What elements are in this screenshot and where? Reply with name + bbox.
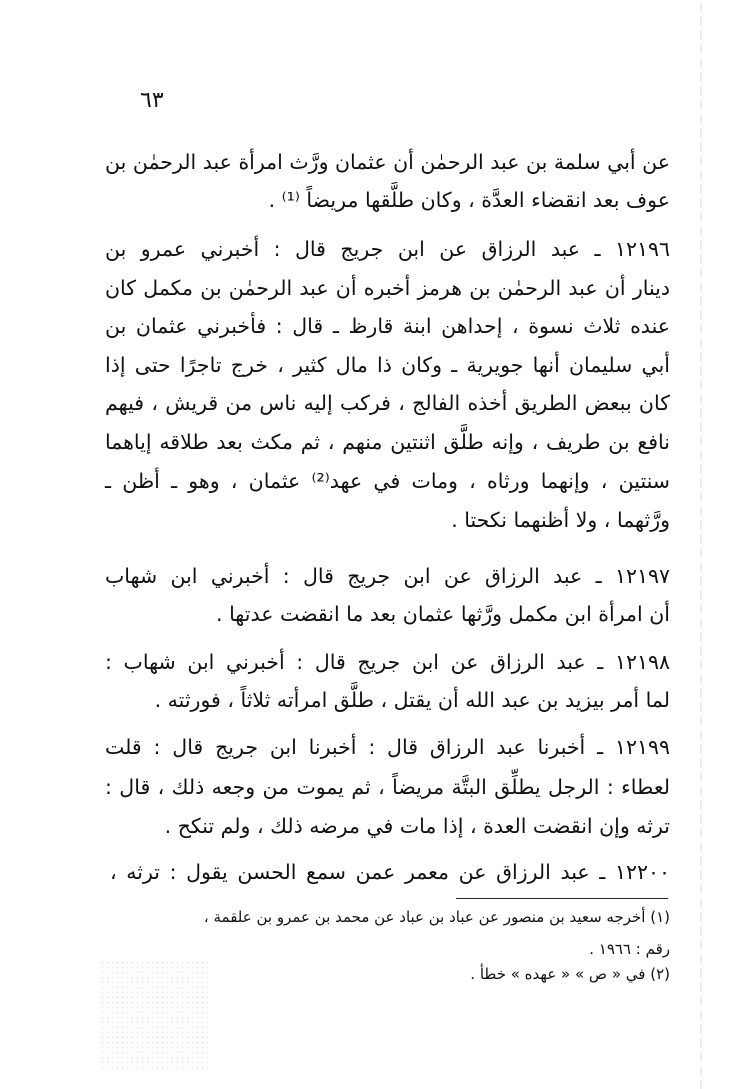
footnote-divider	[456, 898, 668, 899]
text-line: أبي سليمان أنها جويرية ـ وكان ذا مال كثير ، خرج تاجرًا حتى إذا	[105, 353, 670, 377]
text-line: لما أمر بيزيد بن عبد الله أن يقتل ، طلَّق امرأته ثلاثاً ، فورثته .	[154, 688, 670, 712]
footnote-line: (٢) في « ص » « عهده » خطأ .	[470, 965, 670, 983]
text-line: نافع بن طريف ، وإنه طلَّق اثنتين منهم ، ثم مكث بعد طلاقه إياهما	[105, 430, 670, 454]
text-line: سنتين ، وإنهما ورثاه ، ومات في عهد⁽²⁾ عثمان ، وهو ـ أظن ـ	[105, 469, 670, 493]
footnote-line: رقم : ١٩٦٦ .	[589, 940, 670, 958]
text-line: ترثه وإن انقضت العدة ، إذا مات في مرضه ذلك ، ولم تنكح .	[164, 814, 670, 838]
text-line: ١٢١٩٦ ـ عبد الرزاق عن ابن جريج قال : أخبرني عمرو بن	[105, 237, 670, 261]
text-line: دينار أن عبد الرحمٰن بن هرمز أخبره أن عبد الرحمٰن بن مكمل كان	[105, 276, 670, 300]
text-line: ١٢١٩٧ ـ عبد الرزاق عن ابن جريج قال : أخبرني ابن شهاب	[105, 564, 670, 588]
text-line: ١٢١٩٩ ـ أخبرنا عبد الرزاق قال : أخبرنا ابن جريج قال : قلت	[105, 735, 670, 759]
text-line: ١٢٢٠٠ ـ عبد الرزاق عن معمر عمن سمع الحسن يقول : ترثه ،	[110, 860, 670, 884]
text-line: لعطاء : الرجل يطلِّق البتَّة مريضاً ، ثم يموت من وجعه ذلك ، قال :	[105, 775, 670, 799]
text-line: أن امرأة ابن مكمل ورَّثها عثمان بعد ما انقضت عدتها .	[216, 602, 670, 626]
text-line: عوف بعد انقضاء العدَّة ، وكان طلَّقها مريضاً ⁽¹⁾ .	[268, 188, 670, 212]
page-number: ٦٣	[140, 88, 164, 113]
text-line: عنده ثلاث نسوة ، إحداهن ابنة قارظ ـ قال : فأخبرني عثمان بن	[105, 314, 670, 338]
text-line: ١٢١٩٨ ـ عبد الرزاق عن ابن جريج قال : أخبرني ابن شهاب :	[105, 650, 670, 674]
text-line: ورَّثهما ، ولا أظنهما نكحتا .	[451, 508, 670, 532]
text-line: عن أبي سلمة بن عبد الرحمٰن أن عثمان ورَّث امرأة عبد الرحمٰن بن	[105, 150, 670, 174]
footnote-line: (١) أخرجه سعيد بن منصور عن عباد بن عباد عن محمد بن عمرو بن علقمة ،	[203, 908, 670, 926]
text-line: كان ببعض الطريق أخذه الفالج ، فركب إليه ناس من قريش ، فيهم	[105, 391, 670, 415]
